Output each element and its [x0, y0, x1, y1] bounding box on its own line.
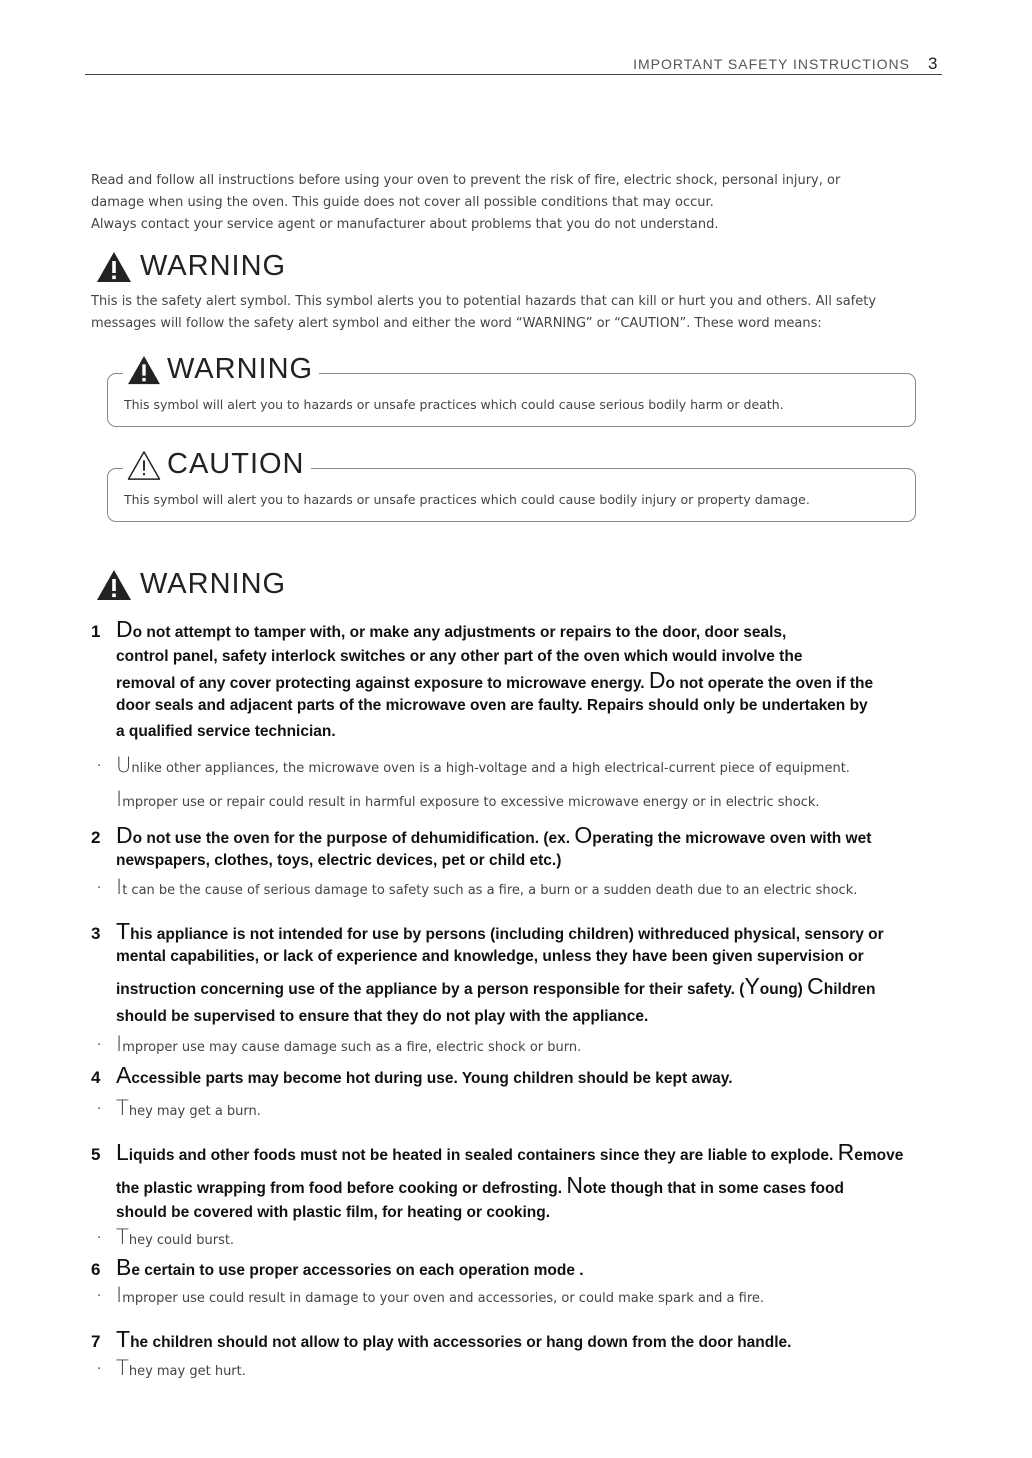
item-line — [116, 1139, 903, 1166]
drop-cap: D — [116, 616, 133, 642]
item-number: 5 — [91, 1145, 101, 1164]
item-text: control panel, safety interlock switches or any other part of the oven which would involve the — [116, 648, 803, 665]
box-label — [123, 353, 319, 386]
drop-cap: R — [837, 1139, 855, 1165]
item-text: e certain to use proper accessories on each operation mode . — [131, 1262, 584, 1279]
item-text: door seals and adjacent parts of the microwave oven are faulty. Repairs should only be undertaken by — [116, 697, 868, 714]
bullet-body: t can be the cause of serious damage to safety such as a fire, a burn or a sudden death due to an electric shock. — [122, 883, 858, 898]
warning-triangle-icon — [96, 569, 132, 601]
caution-triangle-icon — [127, 450, 161, 480]
drop-cap: T — [116, 918, 131, 944]
alert-definition-line: This is the safety alert symbol. This symbol alerts you to potential hazards that can kill or hurt you and others. All safety — [91, 294, 877, 309]
warning-heading — [96, 250, 286, 283]
bullet-text — [116, 1096, 261, 1120]
running-header: IMPORTANT SAFETY INSTRUCTIONS — [633, 56, 910, 72]
item-text: should be supervised to ensure that they do not play with the appliance. — [116, 1008, 649, 1025]
item-text: ote though that in some cases food — [583, 1180, 844, 1197]
bullet-dot: · — [97, 1231, 102, 1246]
bullet-text — [116, 1225, 234, 1249]
item-text: iquids and other foods must not be heated in sealed containers since they are liable to explode. — [128, 1147, 838, 1164]
bullet-text — [116, 1032, 581, 1056]
drop-cap: I — [116, 1283, 123, 1307]
header-rule — [85, 74, 942, 75]
item-number: 1 — [91, 622, 101, 641]
box-text: This symbol will alert you to hazards or unsafe practices which could cause bodily injury or property damage. — [124, 492, 810, 507]
alert-definition — [91, 291, 941, 335]
bullet-dot: · — [97, 1289, 102, 1304]
warning-heading-text: WARNING — [140, 250, 287, 282]
bullet-dot: · — [97, 1362, 102, 1377]
item-text: hildren — [823, 981, 876, 998]
drop-cap: T — [116, 1326, 131, 1352]
drop-cap: I — [116, 1032, 123, 1056]
item-line — [116, 616, 786, 643]
bullet-body: hey could burst. — [128, 1233, 235, 1248]
drop-cap: N — [566, 1172, 584, 1198]
bullet-body: hey may get a burn. — [128, 1104, 261, 1119]
bullet-dot: · — [97, 881, 102, 896]
bullet-body: mproper use may cause damage such as a fire, electric shock or burn. — [122, 1040, 582, 1055]
drop-cap: O — [574, 822, 593, 848]
intro-paragraph — [91, 170, 941, 236]
bullet-text — [116, 1356, 246, 1380]
intro-line: damage when using the oven. This guide does not cover all possible conditions that may occur. — [91, 195, 714, 210]
item-number: 4 — [91, 1068, 101, 1087]
drop-cap: T — [116, 1356, 129, 1380]
bullet-dot: · — [97, 1102, 102, 1117]
item-text: his appliance is not intended for use by persons (including children) withreduced physical, sensory or — [130, 926, 884, 943]
item-number: 3 — [91, 924, 101, 943]
bullet-body: mproper use could result in damage to your oven and accessories, or could make spark and a fire. — [122, 1291, 765, 1306]
item-text: oung) — [759, 981, 808, 998]
drop-cap: D — [648, 667, 666, 693]
item-text: a qualified service technician. — [116, 723, 336, 740]
item-text: perating the microwave oven with wet — [592, 830, 872, 847]
item-number: 7 — [91, 1332, 101, 1351]
bullet-body: mproper use or repair could result in harmful exposure to excessive microwave energy or in electric shock. — [122, 795, 820, 810]
drop-cap: T — [116, 1096, 129, 1120]
item-text — [116, 667, 873, 694]
item-text: he children should not allow to play with accessories or hang down from the door handle. — [130, 1334, 792, 1351]
item-text — [116, 1172, 844, 1199]
item-text: removal of any cover protecting against exposure to microwave energy. — [116, 675, 649, 692]
item-line — [116, 1326, 791, 1353]
drop-cap: B — [116, 1254, 132, 1280]
item-text: emove — [854, 1147, 904, 1164]
item-line — [116, 822, 871, 849]
box-label-text: WARNING — [167, 353, 314, 385]
drop-cap: I — [116, 875, 123, 899]
bullet-body: hey may get hurt. — [128, 1364, 246, 1379]
drop-cap: T — [116, 1225, 129, 1249]
alert-definition-line: messages will follow the safety alert symbol and either the word “WARNING” or “CAUTION”. These word means: — [91, 316, 822, 331]
item-line — [116, 1254, 584, 1281]
page-number: 3 — [928, 54, 938, 73]
section-warning-heading-text: WARNING — [140, 568, 287, 600]
warning-triangle-icon — [96, 251, 132, 283]
bullet-body: nlike other appliances, the microwave oven is a high-voltage and a high electrical-current piece of equipment. — [131, 761, 850, 776]
item-text: mental capabilities, or lack of experience and knowledge, unless they have been given supervision or — [116, 948, 864, 965]
item-text: o not operate the oven if the — [665, 675, 874, 692]
item-text — [116, 973, 875, 1000]
drop-cap: Y — [744, 973, 760, 999]
bullet-text — [116, 875, 857, 899]
bullet-text — [116, 787, 820, 811]
bullet-dot: · — [97, 759, 102, 774]
drop-cap: I — [116, 787, 123, 811]
box-text: This symbol will alert you to hazards or unsafe practices which could cause serious bodily harm or death. — [124, 397, 784, 412]
intro-line: Always contact your service agent or manufacturer about problems that you do not understand. — [91, 217, 719, 232]
drop-cap: L — [116, 1139, 129, 1165]
drop-cap: C — [807, 973, 824, 999]
bullet-text — [116, 1283, 764, 1307]
item-text: o not use the oven for the purpose of dehumidification. (ex. — [132, 830, 575, 847]
section-warning-heading — [96, 568, 286, 601]
drop-cap: U — [116, 753, 132, 777]
item-line — [116, 918, 884, 945]
caution-definition-box — [107, 448, 916, 524]
item-text: newspapers, clothes, toys, electric devices, pet or child etc.) — [116, 852, 562, 869]
warning-triangle-icon — [127, 355, 161, 385]
drop-cap: D — [116, 822, 133, 848]
item-text: instruction concerning use of the appliance by a person responsible for their safety. ( — [116, 981, 745, 998]
drop-cap: A — [116, 1062, 132, 1088]
box-label — [123, 448, 311, 481]
bullet-dot: · — [97, 1038, 102, 1053]
box-label-text: CAUTION — [167, 448, 305, 480]
item-number: 2 — [91, 828, 101, 847]
item-number: 6 — [91, 1260, 101, 1279]
item-text: o not attempt to tamper with, or make any adjustments or repairs to the door, door seals, — [132, 624, 787, 641]
intro-line: Read and follow all instructions before using your oven to prevent the risk of fire, electric shock, personal injury, or — [91, 173, 841, 188]
bullet-text — [116, 753, 850, 777]
item-text: ccessible parts may become hot during use. Young children should be kept away. — [131, 1070, 733, 1087]
item-text: the plastic wrapping from food before cooking or defrosting. — [116, 1180, 567, 1197]
item-line — [116, 1062, 733, 1089]
item-text: should be covered with plastic film, for heating or cooking. — [116, 1204, 551, 1221]
warning-definition-box — [107, 353, 916, 429]
